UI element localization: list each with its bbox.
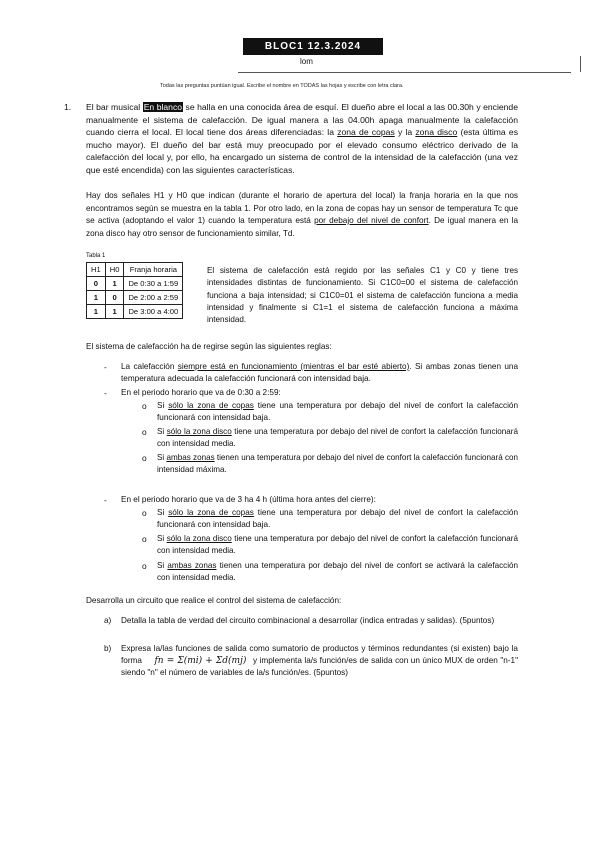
heating-signals-text: El sistema de calefacción está regido por las señales C1 y C0 y tiene tres intensidades distintas de funcionamiento. Si C1C0=00 el sistema de calefacción funciona a baja intensidad; si C1C0=01 el sistema de calefacción funciona a media intensidad y finalmente si C1=1 el sistema de calefacción funciona a máxima intensidad. <box>207 266 518 325</box>
rules-intro: El sistema de calefacción ha de regirse según las siguientes reglas: <box>86 342 332 351</box>
sum-formula: fn = Σ(mi) + Σd(mj) <box>154 656 247 666</box>
bullet-circle: o <box>142 534 147 544</box>
question-paragraph-1: El bar musical En blanco se halla en una conocida área de esquí. El dueño abre el local a las 00.30h y enciende manualmente el sistema de calefacción. De igual manera a las 04.00h apaga manualmente la calefacción cuando cierra el local. El local tiene dos áreas diferenciadas: la zona de copas y la zona disco (esta última es mucho mayor). El dueño del bar está muy preocupado por el elevado consumo eléctrico derivado de la calefacción del local y, por ello, ha encargado un sistema de control de la intensidad de la calefacción (una vez que esté encendida) con las siguientes características. <box>86 102 518 175</box>
rule-3-sub-3: Si ambas zonas tienen una temperatura por debajo del nivel de confort se activará la calefacción con intensidad media. <box>157 561 519 582</box>
rule-3-sub-2: Si sólo la zona disco tiene una temperatura por debajo del nivel de confort la calefacción funcionará con intensidad media. <box>157 534 518 555</box>
table-row: 0 1 De 0:30 a 1:59 <box>87 277 183 291</box>
exam-title: BLOC1 12.3.2024 <box>243 38 383 55</box>
rule-1: La calefacción siempre está en funcionamiento (mientras el bar esté abierto). Si ambas zonas tienen una temperatura adecuada la calefacción funcionará con intensidad baja. <box>121 362 518 383</box>
bullet-circle: o <box>142 401 147 411</box>
question-paragraph-2: Hay dos señales H1 y H0 que indican (durante el horario de apertura del local) la franja horaria en la que nos encontramos según se muestra en la tabla 1. Por otro lado, en la zona de copas hay un sensor de temperatura Tc que se activa (adoptando el valor 1) cuando la temperatura está por debajo del nivel de confort. De igual manera en la zona disco hay otro sensor de funcionamiento similar, Td. <box>86 191 519 238</box>
rule-2-sub-3: Si ambas zonas tienen una temperatura por debajo del nivel de confort la calefacción funcionará con intensidad máxima. <box>157 453 519 474</box>
time-slot-table <box>86 262 183 319</box>
bullet-circle: o <box>142 453 147 463</box>
part-b-text: Expresa la/las funciones de salida como sumatorio de productos y términos redundantes (si existen) bajo la forma fn = Σ(mi) + Σd(mj) y implementa la/s función/es de salida con un único MUX de orden "n-1" siendo "n" el número de variables de la/s función/es. (5puntos) <box>121 644 518 677</box>
task-statement: Desarrolla un circuito que realice el control del sistema de calefacción: <box>86 596 342 605</box>
bullet-circle: o <box>142 508 147 518</box>
bar-name-highlight: En blanco <box>143 102 183 112</box>
name-label: lom <box>300 57 313 66</box>
bullet-circle: o <box>142 561 147 571</box>
table-row: 1 1 De 3:00 a 4:00 <box>87 305 183 319</box>
table-header: H1 <box>87 263 106 277</box>
part-a-text: Detalla la tabla de verdad del circuito combinacional a desarrollar (indica entradas y salidas). (5puntos) <box>121 616 495 625</box>
rule-2-sub-1: Si sólo la zona de copas tiene una temperatura por debajo del nivel de confort la calefacción funcionará con intensidad baja. <box>157 401 518 422</box>
rule-3-sub-1: Si sólo la zona de copas tiene una temperatura por debajo del nivel de confort la calefacción funcionará con intensidad baja. <box>157 508 518 529</box>
name-line <box>238 72 571 73</box>
rule-2: En el periodo horario que va de 0:30 a 2:59: <box>121 388 281 397</box>
table-header-row <box>87 263 183 277</box>
question-number: 1. <box>64 102 72 112</box>
part-a-label: a) <box>104 616 112 625</box>
exam-note: Todas las preguntas puntúan igual. Escribe el nombre en TODAS las hojas y escribe con letra clara. <box>160 83 404 89</box>
bullet-dash: - <box>104 388 107 398</box>
bullet-dash: - <box>104 495 107 505</box>
rule-3: En el periodo horario que va de 3 ha 4 h (última hora antes del cierre): <box>121 495 376 504</box>
table-caption: Tabla 1 <box>86 253 106 259</box>
table-header: Franja horaria <box>124 263 183 277</box>
table-row: 1 0 De 2:00 a 2:59 <box>87 291 183 305</box>
name-line-end <box>580 56 581 72</box>
part-b-label: b) <box>104 644 112 653</box>
rule-2-sub-2: Si sólo la zona disco tiene una temperatura por debajo del nivel de confort la calefacción funcionará con intensidad media. <box>157 427 518 448</box>
table-header: H0 <box>105 263 124 277</box>
bullet-circle: o <box>142 427 147 437</box>
bullet-dash: - <box>104 362 107 372</box>
